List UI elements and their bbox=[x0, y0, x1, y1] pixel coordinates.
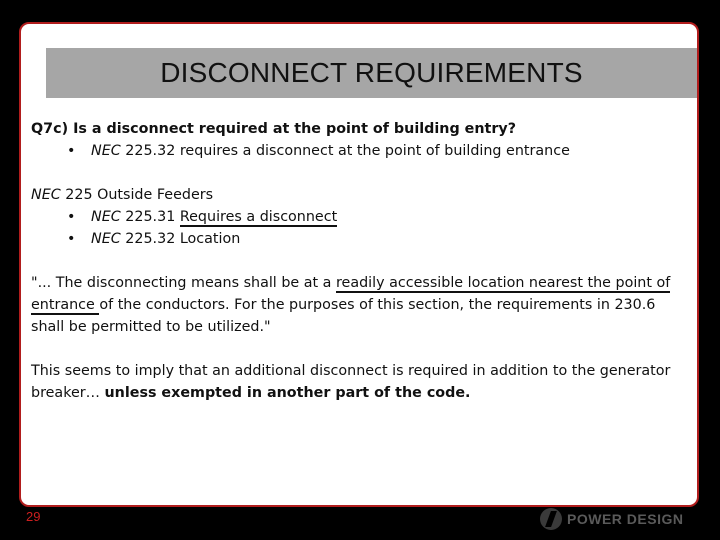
conclusion-text: This seems to imply that an additional disconnect is required in addition to the generator breaker… bbox=[31, 363, 671, 401]
conclusion-paragraph bbox=[31, 360, 683, 404]
page-number: 29 bbox=[26, 509, 41, 524]
bullet-dot: • bbox=[67, 231, 76, 247]
company-logo bbox=[540, 507, 683, 531]
quote-part1: "... The disconnecting means shall be at a bbox=[31, 275, 336, 291]
title-bar bbox=[46, 48, 697, 98]
slide-content bbox=[31, 118, 691, 404]
quote-part2: of the conductors. For the purposes of this section, the requirements in 230.6 shall be permitted to be utilized." bbox=[31, 297, 656, 335]
answer-code: NEC bbox=[91, 143, 121, 159]
section-heading bbox=[31, 184, 691, 206]
answer-text: 225.32 requires a disconnect at the point of building entrance bbox=[120, 143, 570, 159]
conclusion-bold: unless exempted in another part of the code. bbox=[104, 385, 471, 401]
section-heading-text: 225 Outside Feeders bbox=[60, 187, 214, 203]
bullet-dot: • bbox=[67, 209, 76, 225]
section-heading-code: NEC bbox=[31, 187, 61, 203]
slide-title: DISCONNECT REQUIREMENTS bbox=[160, 57, 583, 88]
bolt-icon bbox=[540, 508, 562, 530]
quote-paragraph bbox=[31, 272, 683, 338]
section-bullet-2 bbox=[31, 228, 691, 250]
quote-underlined: readily accessible location nearest the point of entrance bbox=[31, 275, 671, 313]
answer-bullet bbox=[31, 140, 691, 162]
section-bullet-2-code: NEC bbox=[91, 231, 121, 247]
section-bullet-1-code: NEC bbox=[91, 209, 121, 225]
logo-text: POWER DESIGN bbox=[567, 511, 684, 527]
section-bullet-2-prefix: 225.32 Location bbox=[120, 231, 241, 247]
section-bullet-1 bbox=[31, 206, 691, 228]
section-bullet-1-underlined: Requires a disconnect bbox=[179, 209, 338, 225]
bullet-dot: • bbox=[67, 143, 76, 159]
question-text: Q7c) Is a disconnect required at the point of building entry? bbox=[31, 121, 517, 137]
section-bullet-1-prefix: 225.31 bbox=[120, 209, 180, 225]
